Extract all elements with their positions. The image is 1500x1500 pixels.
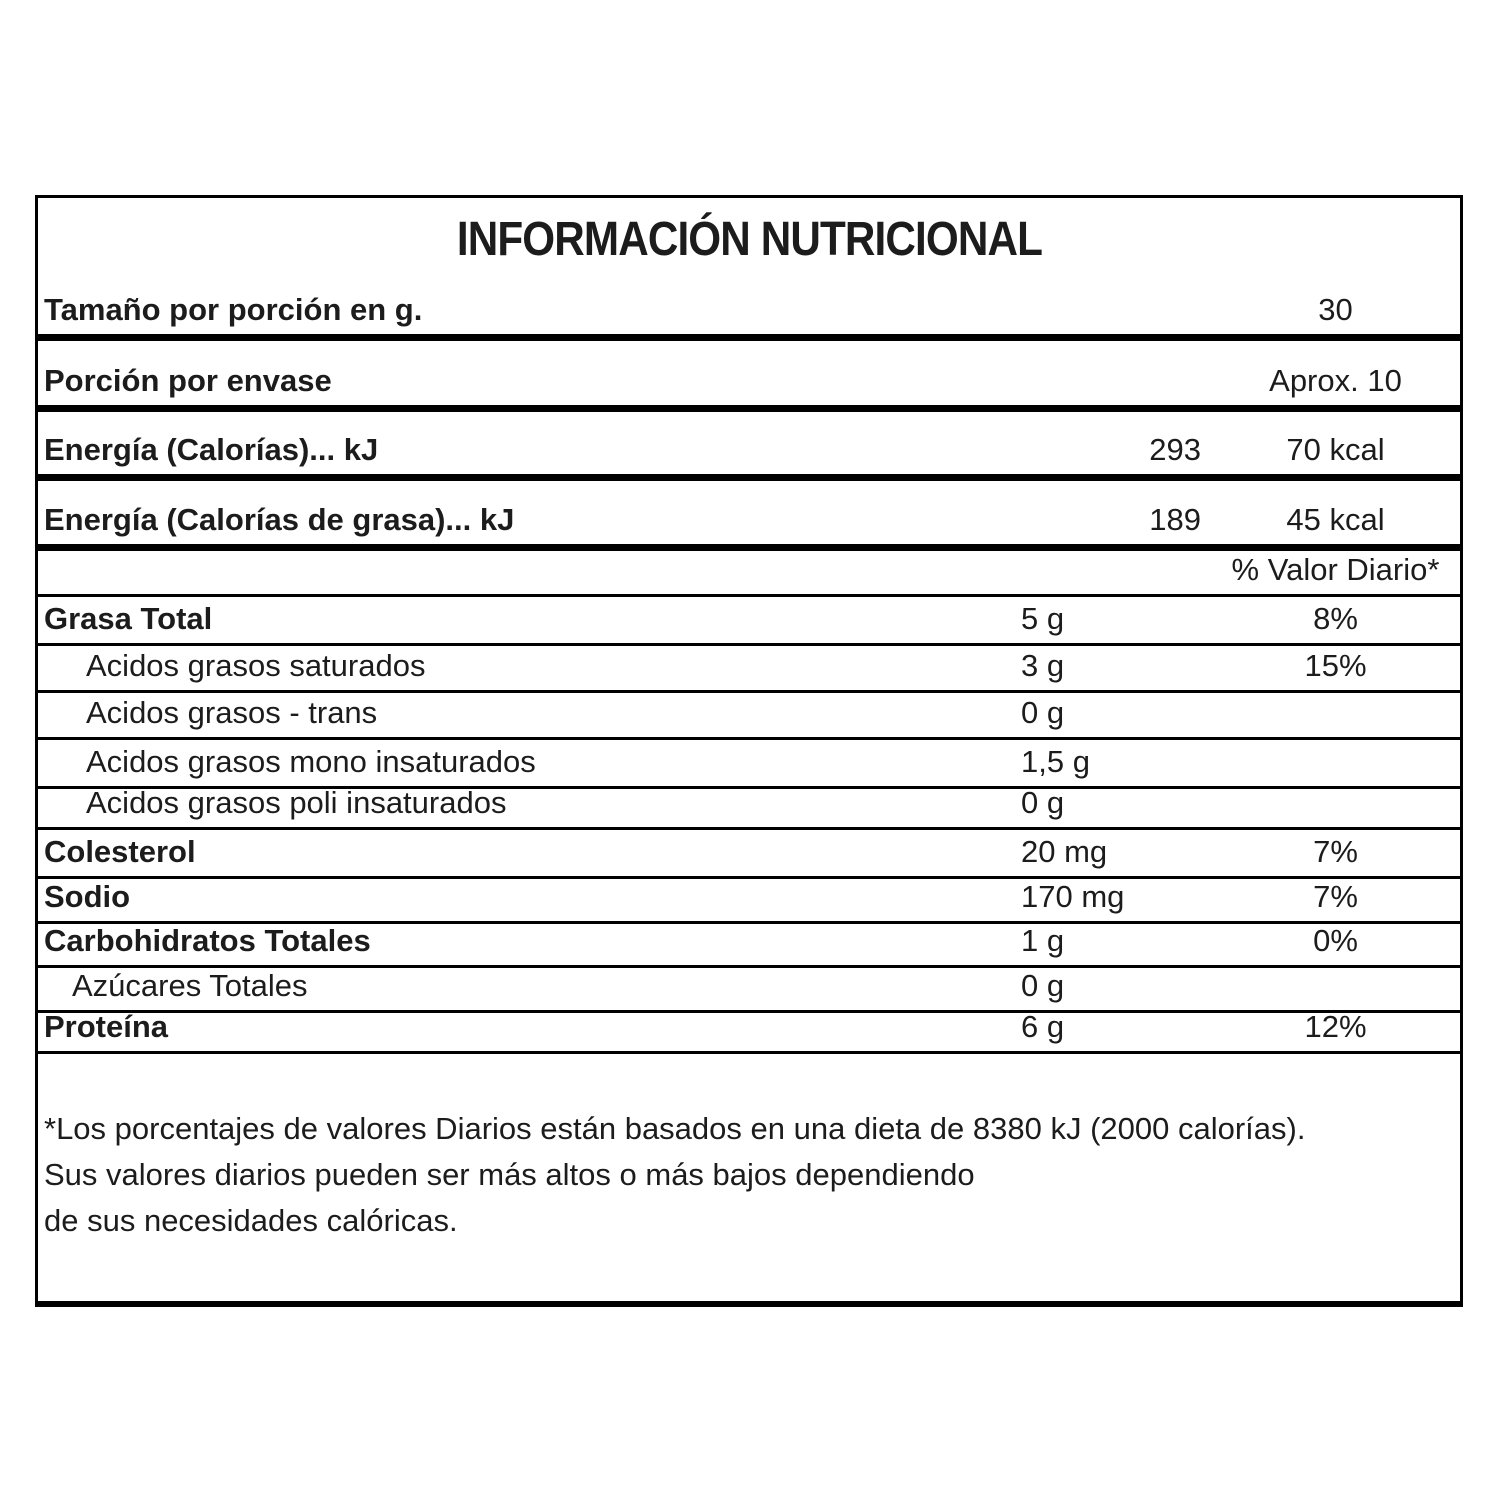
total-fat-amount: 5 g	[1021, 600, 1065, 636]
row-monounsaturated-fat	[38, 740, 1460, 789]
protein-amount: 6 g	[1021, 1008, 1065, 1044]
row-total-sugars	[38, 968, 1460, 1013]
daily-value-footnote	[38, 1054, 1460, 1301]
row-servings-per-container	[38, 341, 1460, 412]
spacer	[1021, 587, 1211, 594]
total-sugars-label: Azúcares Totales	[72, 968, 308, 1003]
row-total-carbohydrate	[38, 924, 1460, 968]
nutrition-facts-table	[35, 195, 1463, 1307]
row-trans-fat	[38, 693, 1460, 740]
total-carbohydrate-amount: 1 g	[1021, 922, 1065, 958]
row-cholesterol	[38, 830, 1460, 879]
trans-fat-dv	[1211, 730, 1460, 737]
row-saturated-fat	[38, 646, 1460, 693]
sodium-dv: 7%	[1313, 878, 1358, 914]
table-title-row	[38, 198, 1460, 280]
spacer	[1021, 398, 1211, 405]
total-carbohydrate-label: Carbohidratos Totales	[44, 923, 371, 958]
polyunsaturated-fat-label: Acidos grasos poli insaturados	[86, 785, 507, 820]
energy-from-fat-label: Energía (Calorías de grasa)... kJ	[44, 502, 515, 537]
row-sodium	[38, 879, 1460, 924]
monounsaturated-fat-amount: 1,5 g	[1021, 743, 1090, 779]
row-daily-value-header	[38, 551, 1460, 597]
energy-kcal-value: 70 kcal	[1286, 431, 1385, 467]
row-total-fat	[38, 597, 1460, 646]
polyunsaturated-fat-dv	[1211, 820, 1460, 827]
total-fat-label: Grasa Total	[44, 601, 213, 636]
trans-fat-label: Acidos grasos - trans	[86, 695, 378, 730]
serving-size-value: 30	[1318, 291, 1353, 327]
total-fat-dv: 8%	[1313, 600, 1358, 636]
monounsaturated-fat-dv	[1211, 779, 1460, 786]
row-protein	[38, 1008, 1460, 1054]
cholesterol-label: Colesterol	[44, 834, 196, 869]
cholesterol-amount: 20 mg	[1021, 833, 1108, 869]
total-sugars-amount: 0 g	[1021, 967, 1065, 1003]
footnote-line-3: de sus necesidades calóricas.	[44, 1203, 458, 1238]
protein-label: Proteína	[44, 1009, 169, 1044]
energy-from-fat-kj-value: 189	[1149, 501, 1201, 537]
servings-per-container-label: Porción por envase	[44, 363, 332, 398]
spacer	[38, 587, 1021, 594]
row-energy	[38, 412, 1460, 481]
sodium-label: Sodio	[44, 879, 131, 914]
trans-fat-amount: 0 g	[1021, 694, 1065, 730]
row-polyunsaturated-fat	[38, 784, 1460, 830]
polyunsaturated-fat-amount: 0 g	[1021, 784, 1065, 820]
energy-label: Energía (Calorías)... kJ	[44, 432, 379, 467]
table-title: INFORMACIÓN NUTRICIONAL	[456, 212, 1042, 266]
protein-dv: 12%	[1304, 1008, 1367, 1044]
total-carbohydrate-dv: 0%	[1313, 922, 1358, 958]
row-serving-size	[38, 280, 1460, 341]
footnote-line-2: Sus valores diarios pueden ser más altos o más bajos dependiendo	[44, 1157, 975, 1192]
energy-from-fat-kcal-value: 45 kcal	[1286, 501, 1385, 537]
row-energy-from-fat	[38, 481, 1460, 551]
energy-kj-value: 293	[1149, 431, 1201, 467]
monounsaturated-fat-label: Acidos grasos mono insaturados	[86, 744, 536, 779]
footnote-line-1: *Los porcentajes de valores Diarios están basados en una dieta de 8380 kJ (2000 calorías).	[44, 1111, 1306, 1146]
cholesterol-dv: 7%	[1313, 833, 1358, 869]
saturated-fat-dv: 15%	[1304, 647, 1367, 683]
saturated-fat-label: Acidos grasos saturados	[86, 648, 426, 683]
spacer	[1021, 327, 1211, 334]
saturated-fat-amount: 3 g	[1021, 647, 1065, 683]
serving-size-label: Tamaño por porción en g.	[44, 292, 423, 327]
servings-per-container-value: Aprox. 10	[1269, 362, 1402, 398]
daily-value-header: % Valor Diario*	[1231, 551, 1440, 587]
sodium-amount: 170 mg	[1021, 878, 1125, 914]
